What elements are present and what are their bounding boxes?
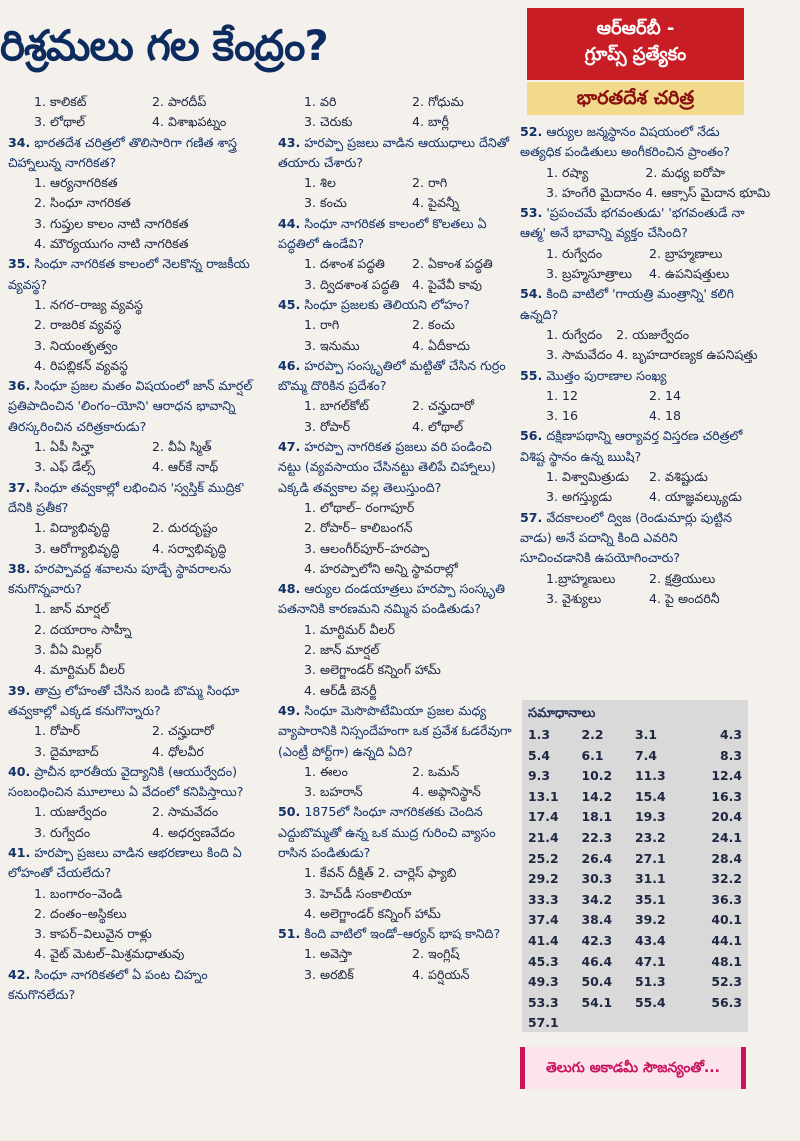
option: 3. సామవేదం: [546, 347, 613, 363]
exam-badge: [527, 8, 744, 80]
option-list: [520, 467, 748, 508]
option: 4. లోథాల్: [412, 418, 464, 434]
answer-item: 53.3: [528, 994, 559, 1010]
option: 1. 12: [546, 387, 579, 403]
option: 2. ఇంగ్లిష్: [412, 946, 460, 962]
option: 3. కాపర్–విలువైన రాళ్లు: [34, 926, 152, 942]
question-text: ఆర్యుల దండయాత్రలు హరప్పా సంస్కృతి పతనానికి కారణమని నమ్మిన పండితుడు?: [278, 581, 505, 617]
option-list: [8, 884, 266, 965]
question-text: కింది వాటిలో ఇండో–ఆర్యన్ భాష కానిది?: [304, 926, 501, 942]
answer-item: 45.3: [528, 953, 559, 969]
question-number: 45.: [278, 296, 301, 312]
option: 4. ఉపనిషత్తులు: [649, 266, 730, 282]
option: 4. పర్షియన్: [412, 966, 470, 982]
answer-item: 18.1: [581, 809, 613, 825]
option: 1. యజుర్వేదం: [34, 804, 107, 820]
answer-item: 22.3: [581, 829, 613, 845]
option: 3. ఆలంగీర్‌పూర్–హరప్పా: [304, 540, 430, 556]
option-list: [278, 173, 516, 214]
option-list: [520, 325, 758, 366]
question: [278, 437, 516, 498]
option-list: [8, 721, 266, 762]
option: 3. అరబిక్: [304, 966, 354, 982]
answer-item: 44.1: [711, 932, 742, 948]
option: 2. 14: [649, 387, 682, 403]
option: 4. వైట్ మెటల్–మిశ్రమధాతువు: [34, 946, 185, 962]
option-list: [278, 92, 516, 133]
question-number: 34.: [8, 134, 31, 150]
option-list: [520, 244, 748, 285]
option: 1. జాన్ మార్షల్: [34, 601, 110, 617]
answer-item: 38.4: [581, 912, 613, 928]
option-list: [8, 173, 266, 254]
option: 1. నగర–రాజ్య వ్యవస్థ: [34, 296, 143, 312]
answer-item: 36.3: [711, 891, 742, 907]
option-list: [8, 295, 266, 376]
option: 2. రోపార్– కాలిబంగన్: [304, 520, 413, 536]
question-text: దక్షిణాపథాన్ని ఆర్యావర్త విస్తరణ చరిత్రలో విశిష్ట స్థానం ఉన్న ఋషి?: [520, 428, 743, 464]
answer-item: 9.3: [528, 768, 550, 784]
option: 1. ఏపీ సిన్హా: [34, 439, 94, 455]
option: 3. 16: [546, 408, 579, 424]
option: 3. చెరుకు: [304, 114, 353, 130]
question-number: 42.: [8, 966, 31, 982]
option-list: [278, 762, 516, 803]
option: 3. అలెగ్జాండర్ కన్నింగ్ హామ్: [304, 662, 441, 678]
answer-item: 5.4: [528, 747, 550, 763]
option: 2. బ్రాహ్మణాలు: [649, 245, 723, 261]
option: 4. మార్టిమర్ వీలర్: [34, 662, 126, 678]
option: 3. హెచ్‌డీ సంకాలియా: [304, 885, 412, 901]
column-3: [520, 122, 771, 609]
option: 2. గోధుమ: [412, 94, 464, 109]
question: [8, 681, 266, 722]
question-text: హరప్పా ప్రజలు వాడిన ఆభరణాలు కింది ఏ లోహంతో చేయలేదు?: [8, 844, 242, 881]
option-list: [8, 437, 266, 478]
option: 3. గుప్తుల కాలం నాటి నాగరికత: [34, 215, 189, 231]
option: 4. పైవన్నీ: [412, 195, 460, 211]
option: 1. రుగ్వేదం: [546, 245, 603, 261]
answer-item: 57.1: [528, 1015, 559, 1031]
answer-item: 32.2: [711, 871, 742, 887]
question-text: సింధూ తవ్వకాల్లో లభించిన 'స్వస్తిక్ ముద్రిక' దేనికి ప్రతీక?: [8, 479, 245, 515]
answer-item: 35.1: [635, 891, 666, 907]
answer-item: 40.1: [711, 912, 742, 928]
option: 1.బ్రాహ్మణులు: [546, 570, 616, 586]
option-list: [278, 396, 516, 437]
question-number: 56.: [520, 428, 543, 444]
option: 3. రోపార్: [304, 418, 351, 434]
question: [8, 559, 266, 600]
answer-item: 16.3: [711, 788, 742, 804]
question-text: హరప్పావద్ద శవాలను పూడ్చే స్థావరాలను కనుగొన్నవారు?: [8, 560, 232, 597]
option: 3. అగస్త్యుడు: [546, 489, 613, 505]
question-number: 54.: [520, 286, 543, 302]
option: 3. రుగ్వేదం: [34, 824, 91, 840]
answer-key-title: సమాధానాలు: [528, 706, 596, 721]
question-text: ఆర్యుల జన్మస్థానం విషయంలో నేడు అత్యధిక పండితులు అంగీకరించిన ప్రాంతం?: [520, 124, 730, 160]
question: [8, 965, 266, 1006]
option: 2. చన్హుదారో: [412, 398, 474, 414]
option: 4. ఆర్‌కే నాథ్: [152, 459, 219, 475]
exam-badge-line2: గ్రూప్స్ ప్రత్యేకం: [584, 44, 687, 65]
option: 4. ఆర్‌డీ బెనర్జీ: [304, 682, 377, 698]
answer-item: 48.1: [711, 953, 742, 969]
question-text: కింది వాటిలో 'గాయత్రి మంత్రాన్ని' కలిగి ఉన్నది?: [520, 286, 735, 322]
question: [520, 284, 748, 325]
option: 1. విశ్వామిత్రుడు: [546, 469, 630, 485]
answer-item: 4.3: [720, 727, 742, 742]
question: [8, 843, 266, 884]
answer-item: 6.1: [581, 747, 604, 763]
question: [520, 426, 748, 467]
question: [278, 214, 516, 255]
question: [8, 376, 266, 437]
option: 2. రాగి: [412, 175, 448, 191]
option: 2. వశిష్టుడు: [649, 469, 708, 485]
question-number: 47.: [278, 439, 301, 455]
question-text: సింధూ నాగరికతలో ఏ పంట చిహ్నం కనుగొనలేదు?: [8, 966, 208, 1003]
question-text: సింధూ ప్రజలకు తెలియని లోహం?: [304, 296, 470, 312]
answer-item: 24.1: [711, 829, 742, 845]
question: [8, 762, 266, 803]
option: 2. రాజరిక వ్యవస్థ: [34, 317, 122, 333]
answer-item: 34.2: [581, 891, 613, 907]
option: 4. మౌర్యయుగం నాటి నాగరికత: [34, 236, 189, 252]
option: 2. ఒమన్: [412, 763, 460, 779]
option: 2. యజుర్వేదం: [616, 326, 690, 342]
question-number: 52.: [520, 124, 543, 139]
option: 3. నియంతృత్వం: [34, 337, 118, 353]
option: 1. అవెస్తా: [304, 946, 353, 962]
option: 3. ద్విదశాంశ పద్ధతి: [304, 276, 400, 292]
question-number: 41.: [8, 844, 31, 860]
question-number: 44.: [278, 215, 301, 231]
question: [520, 203, 748, 244]
question-text: హరప్పా నాగరికత ప్రజలు వరి పండించి నట్టు (వ్యవసాయం చేసినట్టు తెలిపే చిహ్నాలు) ఎక్కడి తవ్వకాల వల్ల తెలుస్తుంది?: [278, 439, 496, 495]
question: [520, 122, 748, 163]
question-text: 1875లో సింధూ నాగరికతకు చెందిన ఎద్దుబొమ్మతో ఉన్న ఒక ముద్ర గురించి వ్యాసం రాసిన పండితుడు?: [278, 804, 496, 860]
option: 2. క్షత్రియులు: [649, 570, 716, 586]
question-text: తామ్ర లోహంతో చేసిన బండి బొమ్మ సింధూ తవ్వకాల్లో ఎక్కడ కనుగొన్నారు?: [8, 682, 240, 718]
option: 4. రిపబ్లికన్ వ్యవస్థ: [34, 357, 128, 373]
answer-item: 19.3: [635, 809, 666, 825]
answer-grid: [528, 728, 742, 1030]
answer-item: 10.2: [581, 768, 613, 784]
option: 2. సామవేదం: [152, 804, 219, 820]
answer-item: 43.4: [635, 932, 666, 948]
question-number: 50.: [278, 804, 301, 820]
question-text: హరప్పా సంస్కృతిలో మట్టితో చేసిన గుర్రం బొమ్మ దొరికిన ప్రదేశం?: [278, 357, 506, 394]
answer-item: 28.4: [711, 850, 742, 866]
question: [8, 133, 266, 174]
answer-item: 14.2: [581, 788, 613, 804]
answer-item: 47.1: [635, 953, 666, 969]
answer-item: 13.1: [528, 788, 559, 804]
option: 4. పైవేవీ కావు: [412, 276, 482, 292]
answer-item: 26.4: [581, 850, 613, 866]
option-list: [520, 569, 748, 610]
option: 3. ఎఫ్ డేల్స్: [34, 459, 96, 475]
question-number: 51.: [278, 926, 301, 942]
option: 4. ధోలవీర: [152, 743, 204, 759]
question: [8, 254, 266, 295]
question: [278, 133, 516, 174]
question: [8, 478, 266, 519]
answer-item: 37.4: [528, 912, 559, 928]
option: 4. 18: [649, 408, 682, 424]
option-list: [8, 599, 266, 680]
answer-item: 56.3: [711, 994, 742, 1010]
answer-item: 20.4: [711, 809, 742, 825]
question-text: మొత్తం పురాణాల సంఖ్య: [546, 367, 667, 383]
option: 1. ఈలం: [304, 763, 348, 779]
answer-item: 42.3: [581, 932, 613, 948]
question: [520, 508, 748, 569]
question-number: 48.: [278, 581, 301, 597]
question-text: వేదకాలంలో ద్విజ (రెండుమార్లు పుట్టిన వాడు) అనే పదాన్ని కింది ఎవరిని సూచించడానికి ఉపయోగించారు?: [520, 509, 732, 566]
question-text: సింధూ మెసొపొటేమియా ప్రజల మధ్య వ్యాపారానికి నిస్సందేహంగా ఒక ప్రవేశ ఓడరేవుగా (ఎంట్రీ పోర్ట్‌గా) ఉన్నది ఏది?: [278, 702, 512, 759]
option: 2. జాన్ మార్షల్: [304, 642, 380, 658]
option: 1. లోథాల్– రంగాపూర్: [304, 499, 415, 515]
question-text: సింధూ నాగరికత కాలంలో నెలకొన్న రాజకీయ వ్యవస్థ?: [8, 256, 250, 292]
option-list: [8, 92, 266, 133]
option: 1. రాగి: [304, 317, 340, 333]
option: 3. హంగేరి మైదానం: [546, 184, 642, 200]
question-number: 46.: [278, 357, 301, 373]
option: 1. విద్యాభివృద్ధి: [34, 520, 110, 536]
answer-item: 21.4: [528, 829, 559, 845]
option: 2. సింధూ నాగరికత: [34, 195, 131, 211]
option-list: [520, 163, 771, 204]
answer-item: 46.4: [581, 953, 613, 969]
answer-item: 23.2: [635, 829, 666, 845]
option: 3. వీఏ మిల్లర్: [34, 642, 102, 658]
answer-item: 7.4: [635, 747, 657, 763]
question: [520, 366, 748, 386]
answer-key: [522, 700, 748, 1032]
answer-item: 33.3: [528, 891, 559, 907]
option-list: [278, 944, 516, 985]
question-number: 36.: [8, 378, 31, 394]
answer-item: 55.4: [635, 994, 666, 1010]
question-number: 39.: [8, 682, 31, 698]
option: 2. దురదృష్టం: [152, 520, 218, 536]
answer-item: 11.3: [635, 768, 666, 784]
option: 1. ఆర్యనాగరికత: [34, 175, 118, 191]
question-number: 49.: [278, 702, 301, 718]
question-text: హరప్పా ప్రజలు వాడిన ఆయుధాలు దేనితో తయారు చేశారు?: [278, 134, 509, 170]
option: 4. విశాఖపట్నం: [152, 114, 227, 130]
option: 4. ఏదీకాదు: [412, 337, 471, 353]
question-text: 'ప్రపంచమే భగవంతుడు' 'భగవంతుడే నా ఆత్మ' అనే భావాన్ని వ్యక్తం చేసింది?: [520, 205, 745, 241]
option: 2. దంతం–అస్థికలు: [34, 905, 127, 921]
question-number: 37.: [8, 479, 31, 495]
question-number: 40.: [8, 763, 31, 779]
answer-item: 2.2: [581, 727, 604, 742]
option: 3. ఆరోగ్యాభివృద్ధి: [34, 540, 120, 556]
option: 1. రుగ్వేదం: [546, 326, 603, 342]
question: [278, 356, 516, 397]
question-number: 43.: [278, 134, 301, 150]
question-text: సింధూ నాగరికత కాలంలో కొలతలు ఏ పద్ధతిలో ఉండేవి?: [278, 215, 487, 252]
option: 1. కాలికట్: [34, 94, 87, 109]
question-text: భారతదేశ చరిత్రలో తొలిసారిగా గణిత శాస్త్ర చిహ్నాలున్న నాగరికత?: [8, 134, 237, 170]
option: 3. లోథాల్: [34, 114, 86, 130]
option: 3. వైశ్యులు: [546, 590, 602, 606]
option: 4. ఆక్సాస్ మైదాన భూమి: [645, 184, 771, 200]
answer-item: 25.2: [528, 850, 559, 866]
answer-item: 1.3: [528, 727, 550, 742]
question: [278, 295, 516, 315]
answer-item: 8.3: [720, 747, 742, 763]
answer-item: 27.1: [635, 850, 666, 866]
option: 3. బ్రహ్మసూత్రాలు: [546, 266, 632, 282]
answer-item: 30.3: [581, 871, 613, 887]
exam-badge-line1: ఆర్‌ఆర్‌బీ -: [596, 18, 675, 39]
option: 2. ఏకాంశ పద్ధతి: [412, 256, 493, 272]
question-text: సింధూ ప్రజల మతం విషయంలో జాన్ మార్షల్ ప్రతిపాదించిన 'లింగం–యోని' ఆరాధన భావాన్ని తిరస్కరించిన చరిత్రకారుడు?: [8, 378, 253, 434]
option-list: [8, 802, 266, 843]
answer-item: 3.1: [635, 727, 657, 742]
option: 3. కంచు: [304, 195, 347, 211]
subject-badge: భారతదేశ చరిత్ర: [527, 82, 744, 115]
answer-item: 31.1: [635, 871, 666, 887]
question-number: 53.: [520, 205, 543, 221]
option-list: [8, 518, 266, 559]
option: 3. ఇనుము: [304, 337, 360, 353]
option: 2. కంచు: [412, 317, 455, 333]
answer-item: 51.3: [635, 974, 666, 990]
question-number: 35.: [8, 256, 31, 272]
option: 2. దయారాం సాహ్నీ: [34, 621, 132, 637]
question: [278, 701, 516, 762]
question: [278, 802, 516, 863]
column-2: [278, 92, 516, 985]
credit-banner: తెలుగు అకాడమీ సౌజన్యంతో...: [520, 1047, 746, 1089]
option: 4. అలెగ్జాండర్ కన్నింగ్ హామ్: [304, 905, 441, 921]
option: 4. అధర్వణవేదం: [152, 824, 235, 840]
option: 1. శిల: [304, 175, 336, 191]
option: 1. రోపార్: [34, 723, 81, 739]
answer-item: 17.4: [528, 809, 559, 825]
question-text: ప్రాచీన భారతీయ వైద్యానికి (ఆయుర్వేదం) సంబంధించిన మూలాలు ఏ వేదంలో కనిపిస్తాయి?: [8, 763, 244, 800]
option: 1. వరి: [304, 94, 337, 109]
question: [278, 924, 516, 944]
option: 1. బంగారం–వెండి: [34, 885, 123, 901]
option: 1. రష్యా: [546, 164, 589, 180]
answer-item: 41.4: [528, 932, 559, 948]
option: 1. కేవన్ దీక్షిత్ 2. చార్లెస్ ఫ్యాబి: [304, 865, 457, 881]
answer-item: 12.4: [711, 768, 742, 784]
column-1: [8, 92, 266, 1005]
option-list: [278, 498, 516, 579]
option-list: [278, 254, 516, 295]
option: 4. యాజ్ఞవల్క్యుడు: [649, 489, 742, 505]
answer-item: 50.4: [581, 974, 613, 990]
option-list: [278, 620, 516, 701]
option-list: [278, 315, 516, 356]
question-number: 38.: [8, 560, 31, 576]
option: 3. దైమాబాద్: [34, 743, 99, 759]
option: 4. సర్వాభివృద్ధి: [152, 540, 227, 556]
option: 4. బార్లీ: [412, 114, 449, 130]
option: 1. బాగల్‌కోట్: [304, 398, 369, 414]
option: 4. బృహదారణ్యక ఉపనిషత్తు: [616, 347, 758, 363]
answer-item: 15.4: [635, 788, 666, 804]
answer-item: 49.3: [528, 974, 559, 990]
option: 1. దశాంశ పద్ధతి: [304, 256, 385, 272]
option: 4. హరప్పాలోని అన్ని స్థావరాల్లో: [304, 560, 458, 576]
page-headline: రిశ్రమలు గల కేంద్రం?: [0, 21, 328, 70]
option: 2. చన్హుదారో: [152, 723, 214, 739]
option: 2. వీఏ స్మిత్: [152, 439, 212, 455]
option: 2. మధ్య ఐరోపా: [645, 164, 726, 180]
option-list: [520, 386, 748, 427]
question: [278, 579, 516, 620]
question-number: 55.: [520, 367, 543, 383]
answer-item: 52.3: [711, 974, 742, 990]
option: 4. పై అందరినీ: [649, 590, 720, 606]
answer-item: 39.2: [635, 912, 666, 928]
answer-item: 54.1: [581, 994, 613, 1010]
option: 3. బహరాన్: [304, 784, 363, 800]
answer-item: 29.2: [528, 871, 559, 887]
question-number: 57.: [520, 509, 543, 525]
option: 2. పారదీప్: [152, 94, 207, 109]
option: 4. అఫ్గానిస్థాన్: [412, 784, 481, 800]
option-list: [278, 863, 516, 924]
option: 1. మార్టిమర్ వీలర్: [304, 621, 396, 637]
